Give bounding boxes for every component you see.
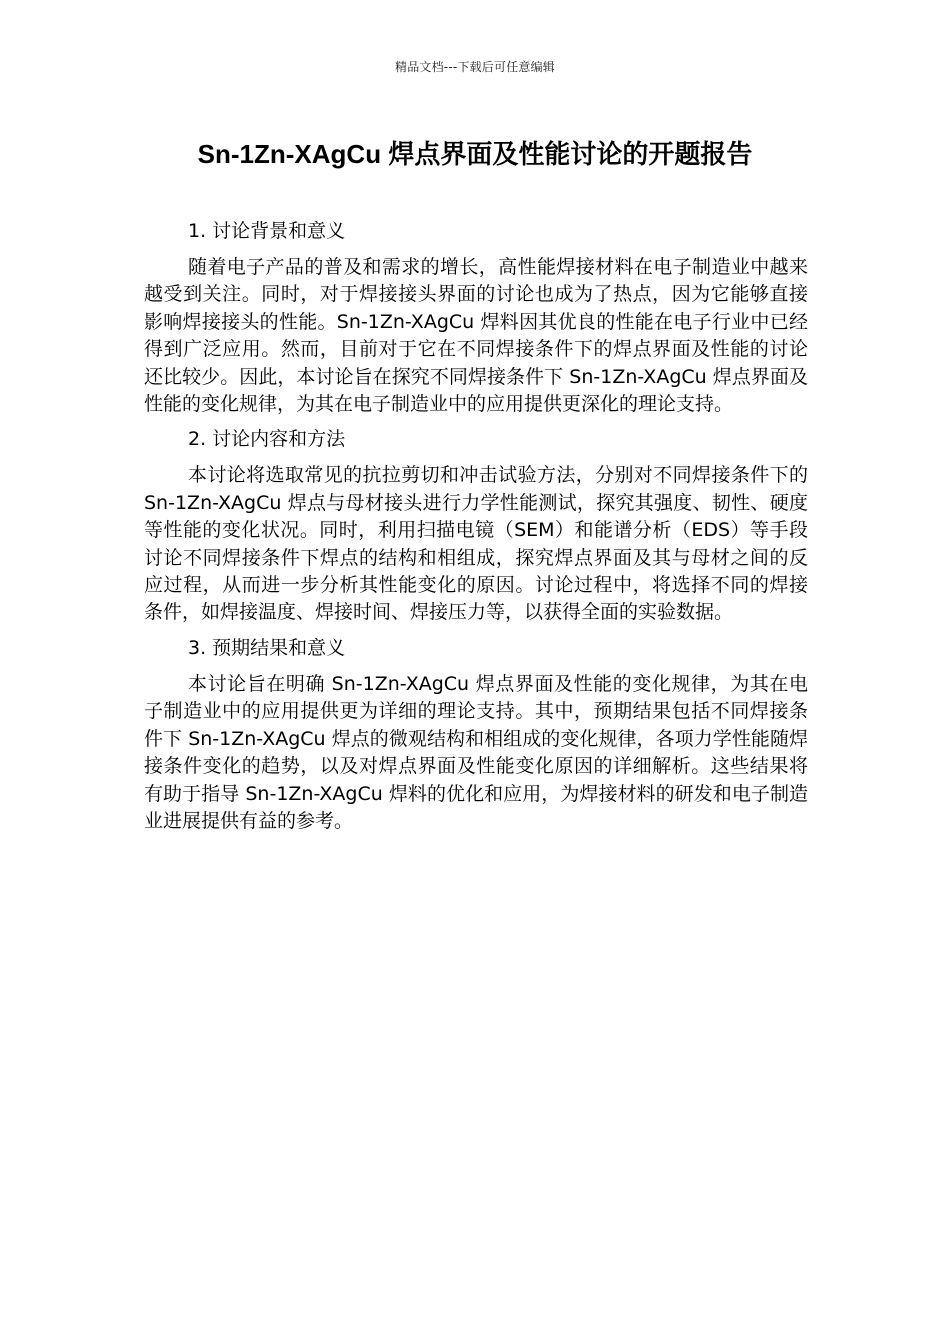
section-paragraph: 本讨论旨在明确 Sn-1Zn-XAgCu 焊点界面及性能的变化规律，为其在电子制造业中的应用提供更为详细的理论支持。其中，预期结果包括不同焊接条件下 Sn-1Zn-XAgCu 焊点的微观结构和相组成的变化规律，各项力学性能随焊接条件变化的趋势，以及对焊点界面及性能变化原因的详细解析。这些结果将有助于指导 Sn-1Zn-XAgCu 焊料的优化和应用，为焊接材料的研发和电子制造业进展提供有益的参考。 — [144, 672, 808, 832]
document-title: Sn-1Zn-XAgCu 焊点界面及性能讨论的开题报告 — [197, 139, 753, 169]
section-paragraph: 本讨论将选取常见的抗拉剪切和冲击试验方法，分别对不同焊接条件下的 Sn-1Zn-XAgCu 焊点与母材接头进行力学性能测试，探究其强度、韧性、硬度等性能的变化状况。同时，利用扫描电镜（SEM）和能谱分析（EDS）等手段讨论不同焊接条件下焊点的结构和相组成，探究焊点界面及其与母材之间的反应过程，从而进一步分析其性能变化的原因。讨论过程中，将选择不同的焊接条件，如焊接温度、焊接时间、焊接压力等，以获得全面的实验数据。 — [144, 464, 808, 624]
section-heading: 3. 预期结果和意义 — [188, 636, 346, 659]
section-heading: 2. 讨论内容和方法 — [188, 428, 346, 451]
section-background — [144, 216, 808, 418]
section-content-method — [144, 424, 808, 626]
section-heading: 1. 讨论背景和意义 — [188, 220, 346, 242]
header-note: 精品文档---下载后可任意编辑 — [395, 60, 555, 74]
section-expected-results — [144, 633, 808, 835]
section-paragraph: 随着电子产品的普及和需求的增长，高性能焊接材料在电子制造业中越来越受到关注。同时，对于焊接接头界面的讨论也成为了热点，因为它能够直接影响焊接接头的性能。Sn-1Zn-XAgCu 焊料因其优良的性能在电子行业中已经得到广泛应用。然而，目前对于它在不同焊接条件下的焊点界面及性能的讨论还比较少。因此，本讨论旨在探究不同焊接条件下 Sn-1Zn-XAgCu 焊点界面及性能的变化规律，为其在电子制造业中的应用提供更深化的理论支持。 — [144, 256, 808, 416]
document-body — [144, 216, 808, 841]
